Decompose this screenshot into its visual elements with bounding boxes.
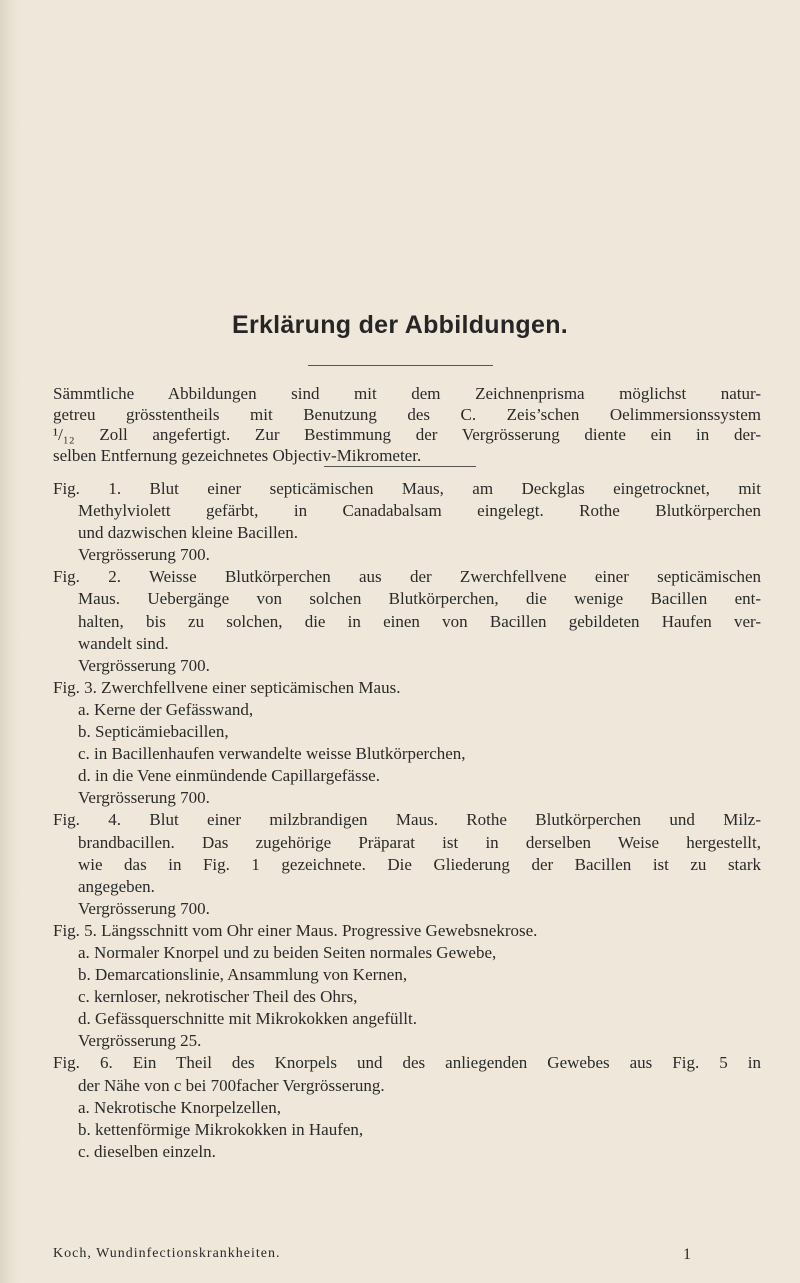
section-rule [324, 466, 476, 467]
figure-item: a. Nekrotische Knorpelzellen, [78, 1097, 281, 1117]
magnification-line: Vergrösserung 700. [78, 788, 210, 808]
figure-line: der Nähe von c bei 700facher Vergrösserung. [78, 1075, 385, 1095]
page-title: Erklärung der Abbildungen. [231, 311, 569, 339]
figure-line: und dazwischen kleine Bacillen. [78, 523, 298, 543]
figure-legend-list [53, 478, 761, 1163]
figure-line: Methylviolett gefärbt, in Canadabalsam eingelegt. Rothe Blutkörperchen [78, 501, 761, 521]
magnification-line: Vergrösserung 700. [78, 655, 210, 675]
figure-item: b. kettenförmige Mikrokokken in Haufen, [78, 1119, 364, 1139]
figure-item: c. kernloser, nekrotischer Theil des Ohrs, [78, 987, 358, 1007]
figure-entry-6 [53, 1052, 761, 1162]
figure-line: angegeben. [78, 876, 155, 896]
magnification-line: Vergrösserung 25. [78, 1031, 202, 1051]
figure-item: c. dieselben einzeln. [78, 1141, 216, 1161]
figure-item: a. Kerne der Gefässwand, [78, 699, 254, 719]
figure-entry-2 [53, 566, 761, 676]
figure-line: Fig. 5. Längsschnitt vom Ohr einer Maus. Progressive Gewebsnekrose. [53, 920, 538, 940]
intro-line: ¹/₁₂ Zoll angefertigt. Zur Bestimmung der Vergrösserung diente ein in der- [53, 425, 761, 445]
figure-line: wandelt sind. [78, 633, 169, 653]
title-rule [308, 365, 493, 366]
intro-line: getreu grösstentheils mit Benutzung des C. Zeis’schen Oelimmersionssystem [53, 404, 761, 424]
figure-entry-4 [53, 809, 761, 919]
figure-item: b. Septicämiebacillen, [78, 722, 229, 742]
magnification-line: Vergrösserung 700. [78, 545, 210, 565]
figure-item: d. Gefässquerschnitte mit Mikrokokken angefüllt. [78, 1009, 417, 1029]
figure-item: d. in die Vene einmündende Capillargefässe. [78, 766, 380, 786]
figure-line: halten, bis zu solchen, die in einen von Bacillen gebildeten Haufen ver- [78, 611, 761, 631]
figure-entry-5 [53, 920, 761, 1053]
figure-line: Fig. 3. Zwerchfellvene einer septicämischen Maus. [53, 677, 401, 697]
figure-line: Fig. 1. Blut einer septicämischen Maus, am Deckglas eingetrocknet, mit [53, 479, 761, 498]
figure-item: b. Demarcationslinie, Ansammlung von Kernen, [78, 965, 408, 985]
figure-line: wie das in Fig. 1 gezeichnete. Die Gliederung der Bacillen ist zu stark [78, 854, 761, 874]
figure-entry-3 [53, 677, 761, 810]
intro-line: Sämmtliche Abbildungen sind mit dem Zeichnenprisma möglichst natur- [53, 384, 761, 403]
figure-item: a. Normaler Knorpel und zu beiden Seiten normales Gewebe, [78, 942, 497, 962]
figure-entry-1 [53, 478, 761, 566]
figure-line: brandbacillen. Das zugehörige Präparat ist in derselben Weise hergestellt, [78, 832, 761, 852]
intro-line: selben Entfernung gezeichnetes Objectiv-Mikrometer. [53, 445, 422, 465]
intro-paragraph [53, 384, 761, 466]
page-footer [53, 1246, 763, 1262]
figure-line: Fig. 4. Blut einer milzbrandigen Maus. Rothe Blutkörperchen und Milz- [53, 810, 761, 830]
figure-line: Maus. Uebergänge von solchen Blutkörperchen, die wenige Bacillen ent- [78, 589, 761, 609]
figure-line: Fig. 6. Ein Theil des Knorpels und des anliegenden Gewebes aus Fig. 5 in [53, 1053, 761, 1073]
figure-line: Fig. 2. Weisse Blutkörperchen aus der Zwerchfellvene einer septicämischen [53, 567, 761, 587]
magnification-line: Vergrösserung 700. [78, 898, 210, 918]
figure-item: c. in Bacillenhaufen verwandelte weisse Blutkörperchen, [78, 744, 466, 764]
page-edge-shadow [0, 0, 22, 1283]
running-footer-author: Koch, Wundinfectionskrankheiten. [53, 1246, 281, 1261]
page-number: 1 [683, 1246, 691, 1263]
